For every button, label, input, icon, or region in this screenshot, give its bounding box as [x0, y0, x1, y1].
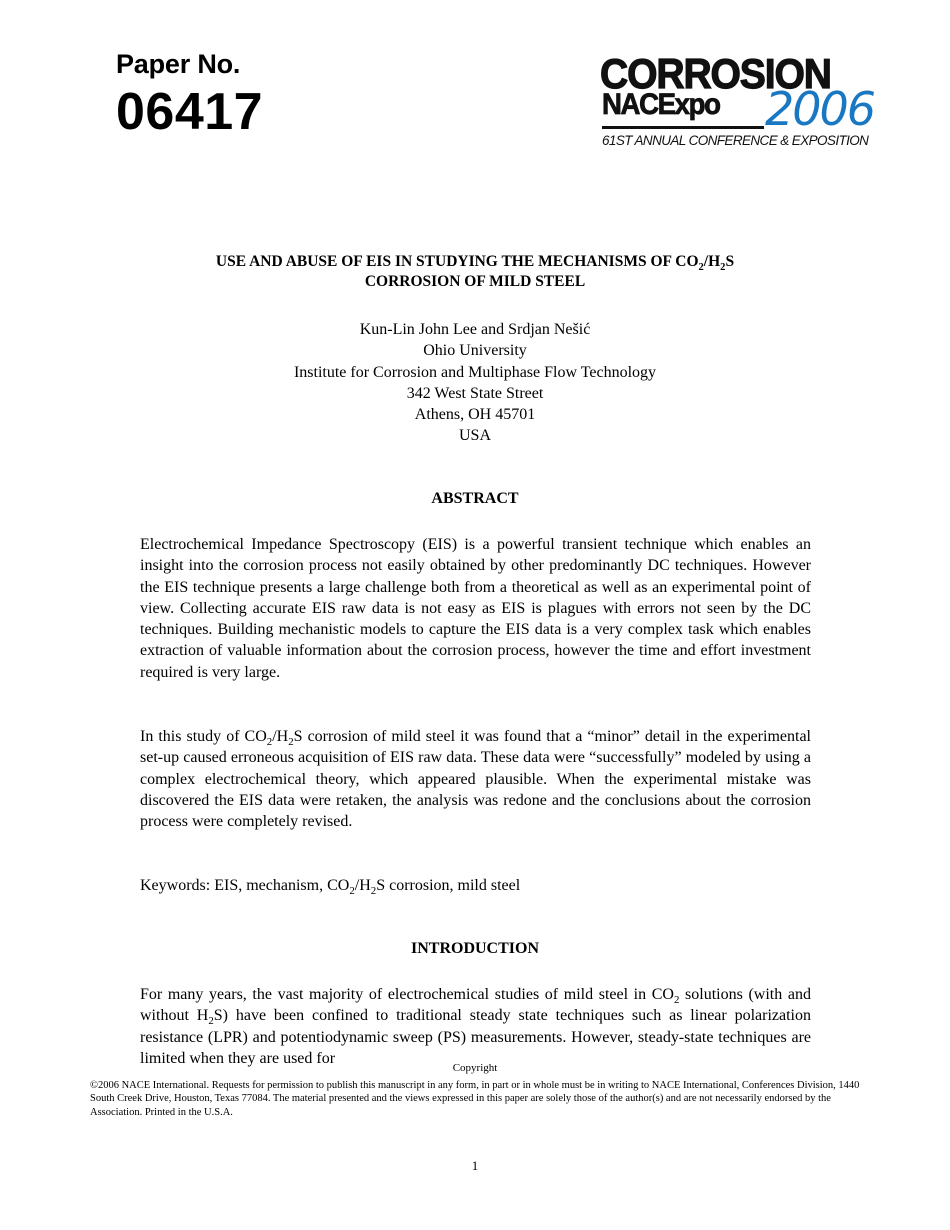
introduction-paragraph-1: For many years, the vast majority of electrochemical studies of mild steel in $CO_2$ solutions (with and without $H_2S$) have been confined to traditional steady state techniques such as linear polarization resistance (LPR) and potentiodynamic sweep (PS) measurements. However, steady-state techniques are limited when they are used for	[140, 986, 811, 1067]
affiliation-institute: Institute for Corrosion and Multiphase Flow Technology	[293, 363, 657, 381]
corrosion-nacexpo-logo	[600, 50, 886, 156]
author-affiliation-block	[0, 319, 950, 447]
copyright-notice: ©2006 NACE International. Requests for permission to publish this manuscript in any form, in part or in whole must be in writing to NACE International, Conferences Division, 1440 South Creek Drive, Houston, Texas 77084. The material presented and the views expressed in this paper are solely those of the author(s) and are not necessarily endorsed by the Association. Printed in the U.S.A.	[90, 1080, 860, 1118]
logo-nacexpo-text: NACExpo	[602, 88, 720, 121]
copyright-label: Copyright	[452, 1062, 498, 1074]
logo-subtitle: 61ST ANNUAL CONFERENCE & EXPOSITION	[602, 133, 869, 148]
abstract-paragraph-1: Electrochemical Impedance Spectroscopy (EIS) is a powerful transient technique which enables an insight into the corrosion process not easily obtained by other predominantly DC techniques. However the EIS technique presents a large challenge both from a theoretical as well as an experimental point of view. Collecting accurate EIS raw data is not easy as EIS is plagues with errors not seen by the DC techniques. Building mechanistic models to capture the EIS data is a very complex task which enables extraction of valuable information about the corrosion process, however the time and effort investment required is very large.	[140, 536, 811, 681]
affiliation-street: 342 West State Street	[406, 384, 544, 402]
affiliation-country: USA	[458, 427, 491, 445]
paper-number-value: 06417	[116, 83, 264, 141]
keywords: Keywords: EIS, mechanism, $CO_2/H_2S$ corrosion, mild steel	[140, 877, 521, 898]
paper-title-line-1: USE AND ABUSE OF EIS IN STUDYING THE MECHANISMS OF $CO_2/H_2S$	[215, 253, 735, 274]
page-number: 1	[471, 1158, 479, 1173]
logo-underline	[602, 126, 764, 129]
paper-number-label: Paper No.	[116, 49, 241, 79]
paper-title-line-2: CORROSION OF MILD STEEL	[364, 273, 586, 290]
logo-year-text: 2006	[765, 82, 875, 136]
logo-corrosion-text: CORROSION	[600, 50, 831, 97]
affiliation-city: Athens, OH 45701	[414, 406, 536, 424]
affiliation-university: Ohio University	[423, 342, 527, 360]
introduction-heading: INTRODUCTION	[410, 940, 539, 957]
author-names: Kun-Lin John Lee and Srdjan Nešić	[359, 321, 591, 338]
abstract-paragraph-2: In this study of $CO_2/H_2S$ corrosion of mild steel it was found that a “minor” detail in the experimental set-up caused erroneous acquisition of EIS raw data. These data were “successfully” modeled by using a complex electrochemical theory, which appeared plausible. When the experimental mistake was discovered the EIS data were retaken, the analysis was redone and the conclusions about the corrosion process were completely revised.	[140, 728, 811, 831]
abstract-heading: ABSTRACT	[431, 490, 519, 507]
